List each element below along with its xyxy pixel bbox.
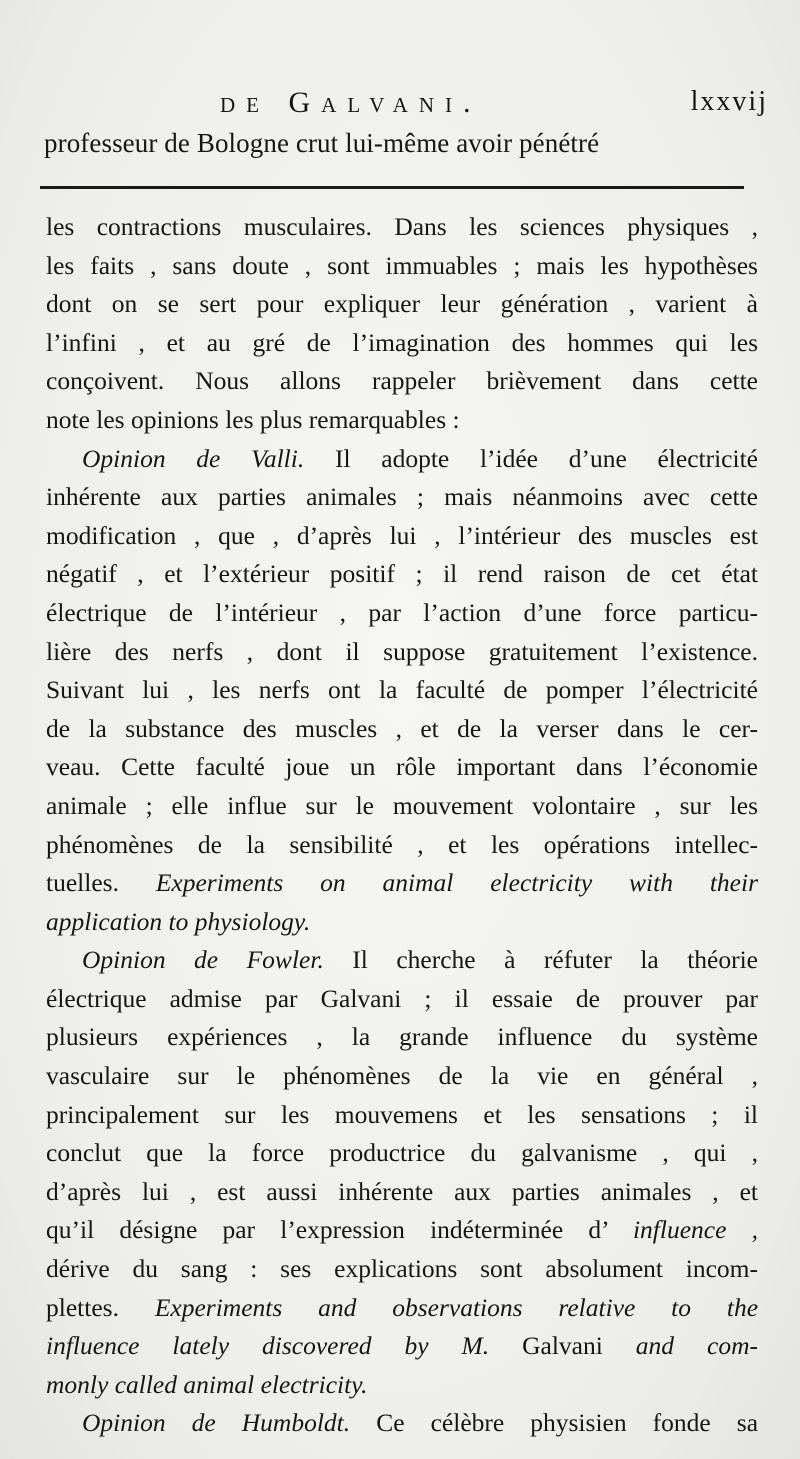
text-line xyxy=(46,324,758,363)
roman-segment: conclut que la force productrice du galvanisme , qui , xyxy=(46,1138,758,1168)
text-line xyxy=(46,1134,758,1173)
text-line xyxy=(46,1057,758,1096)
text-line xyxy=(46,1404,758,1443)
text-line xyxy=(46,980,758,1019)
text-line xyxy=(46,1173,758,1212)
roman-segment: veau. Cette faculté joue un rôle important dans l’économie xyxy=(46,752,758,782)
roman-segment: les contractions musculaires. Dans les sciences physiques , xyxy=(46,212,758,241)
text-line xyxy=(46,555,758,594)
italic-segment: Opinion de Humboldt. xyxy=(82,1408,351,1438)
italic-segment: influence lately discovered by M. xyxy=(46,1331,490,1361)
text-line xyxy=(46,478,758,517)
text-line xyxy=(46,247,758,286)
text-line xyxy=(46,633,758,672)
running-title: de Galvani. xyxy=(220,86,482,119)
roman-segment: vasculaire sur le phénomènes de la vie en général , xyxy=(46,1061,758,1091)
roman-segment: Suivant lui , les nerfs ont la faculté de pomper l’électricité xyxy=(46,675,758,705)
roman-segment: Il adopte l’idée d’une électricité xyxy=(304,443,758,473)
text-line xyxy=(46,440,758,479)
italic-segment: Opinion de Valli. xyxy=(82,443,305,473)
roman-segment: qu’il désigne par l’expression indéterminée d’ xyxy=(46,1215,608,1245)
roman-segment: modification , que , d’après lui , l’intérieur des muscles est xyxy=(46,520,758,550)
italic-segment: monly called animal electricity. xyxy=(46,1369,368,1399)
roman-segment: dont on se sert pour expliquer leur génération , varient à xyxy=(46,289,758,319)
text-line xyxy=(46,1250,758,1289)
roman-segment: principalement sur les mouvemens et les sensations ; il xyxy=(46,1099,758,1129)
italic-segment: and com- xyxy=(635,1331,758,1361)
text-line xyxy=(46,208,758,247)
text-line xyxy=(46,362,758,401)
text-line xyxy=(46,941,758,980)
italic-segment: Experiments on animal electricity with their xyxy=(155,868,758,898)
text-line xyxy=(46,1289,758,1328)
text-line xyxy=(46,285,758,324)
roman-segment: plusieurs expériences , la grande influence du système xyxy=(46,1022,758,1052)
roman-segment: note les opinions les plus remarquables : xyxy=(46,404,460,434)
text-line xyxy=(46,401,758,440)
text-line xyxy=(46,1211,758,1250)
text-line xyxy=(46,864,758,903)
body-text xyxy=(46,208,758,1443)
catch-line: professeur de Bologne crut lui-même avoir pénétré xyxy=(44,128,600,158)
header-rule xyxy=(40,186,744,189)
text-line xyxy=(46,671,758,710)
text-line xyxy=(46,1018,758,1057)
roman-segment: tuelles. xyxy=(46,868,119,898)
italic-segment: Opinion de Fowler. xyxy=(82,945,324,975)
roman-segment: phénomènes de la sensibilité , et les opérations intellec- xyxy=(46,829,758,859)
text-line xyxy=(46,787,758,826)
roman-segment: les faits , sans doute , sont immuables ; mais les hypothèses xyxy=(46,250,758,280)
text-line xyxy=(46,826,758,865)
page-number: lxxvij xyxy=(690,86,768,117)
italic-segment: Experiments and observations relative to the xyxy=(154,1292,758,1322)
roman-segment: électrique admise par Galvani ; il essaie de prouver par xyxy=(46,983,758,1013)
roman-segment: animale ; elle influe sur le mouvement volontaire , sur les xyxy=(46,790,758,820)
roman-segment: Ce célèbre physisien fonde sa xyxy=(350,1408,758,1438)
roman-segment: dérive du sang : ses explications sont absolument incom- xyxy=(46,1254,758,1284)
roman-segment: Galvani xyxy=(489,1331,636,1361)
text-line xyxy=(46,594,758,633)
roman-segment: l’infini , et au gré de l’imagination des hommes qui les xyxy=(46,327,758,357)
text-line xyxy=(46,1366,758,1405)
roman-segment: de la substance des muscles , et de la verser dans le cer- xyxy=(46,713,758,743)
text-line xyxy=(46,903,758,942)
roman-segment: lière des nerfs , dont il suppose gratuitement l’existence. xyxy=(46,636,758,666)
roman-segment: Il cherche à réfuter la théorie xyxy=(323,945,758,975)
roman-segment: plettes. xyxy=(46,1292,119,1322)
roman-segment: conçoivent. Nous allons rappeler brièvement dans cette xyxy=(46,366,758,396)
roman-segment: inhérente aux parties animales ; mais néanmoins avec cette xyxy=(46,482,758,512)
text-line xyxy=(46,517,758,556)
text-line xyxy=(46,710,758,749)
roman-segment: d’après lui , est aussi inhérente aux parties animales , et xyxy=(46,1176,758,1206)
text-line xyxy=(46,1327,758,1366)
page-header xyxy=(220,86,768,126)
roman-segment: négatif , et l’extérieur positif ; il rend raison de cet état xyxy=(46,559,758,589)
text-line xyxy=(46,1096,758,1135)
italic-segment: influence , xyxy=(632,1215,758,1245)
italic-segment: application to physiology. xyxy=(46,906,311,936)
roman-segment: électrique de l’intérieur , par l’action d’une force particu- xyxy=(46,597,758,627)
text-line xyxy=(46,748,758,787)
